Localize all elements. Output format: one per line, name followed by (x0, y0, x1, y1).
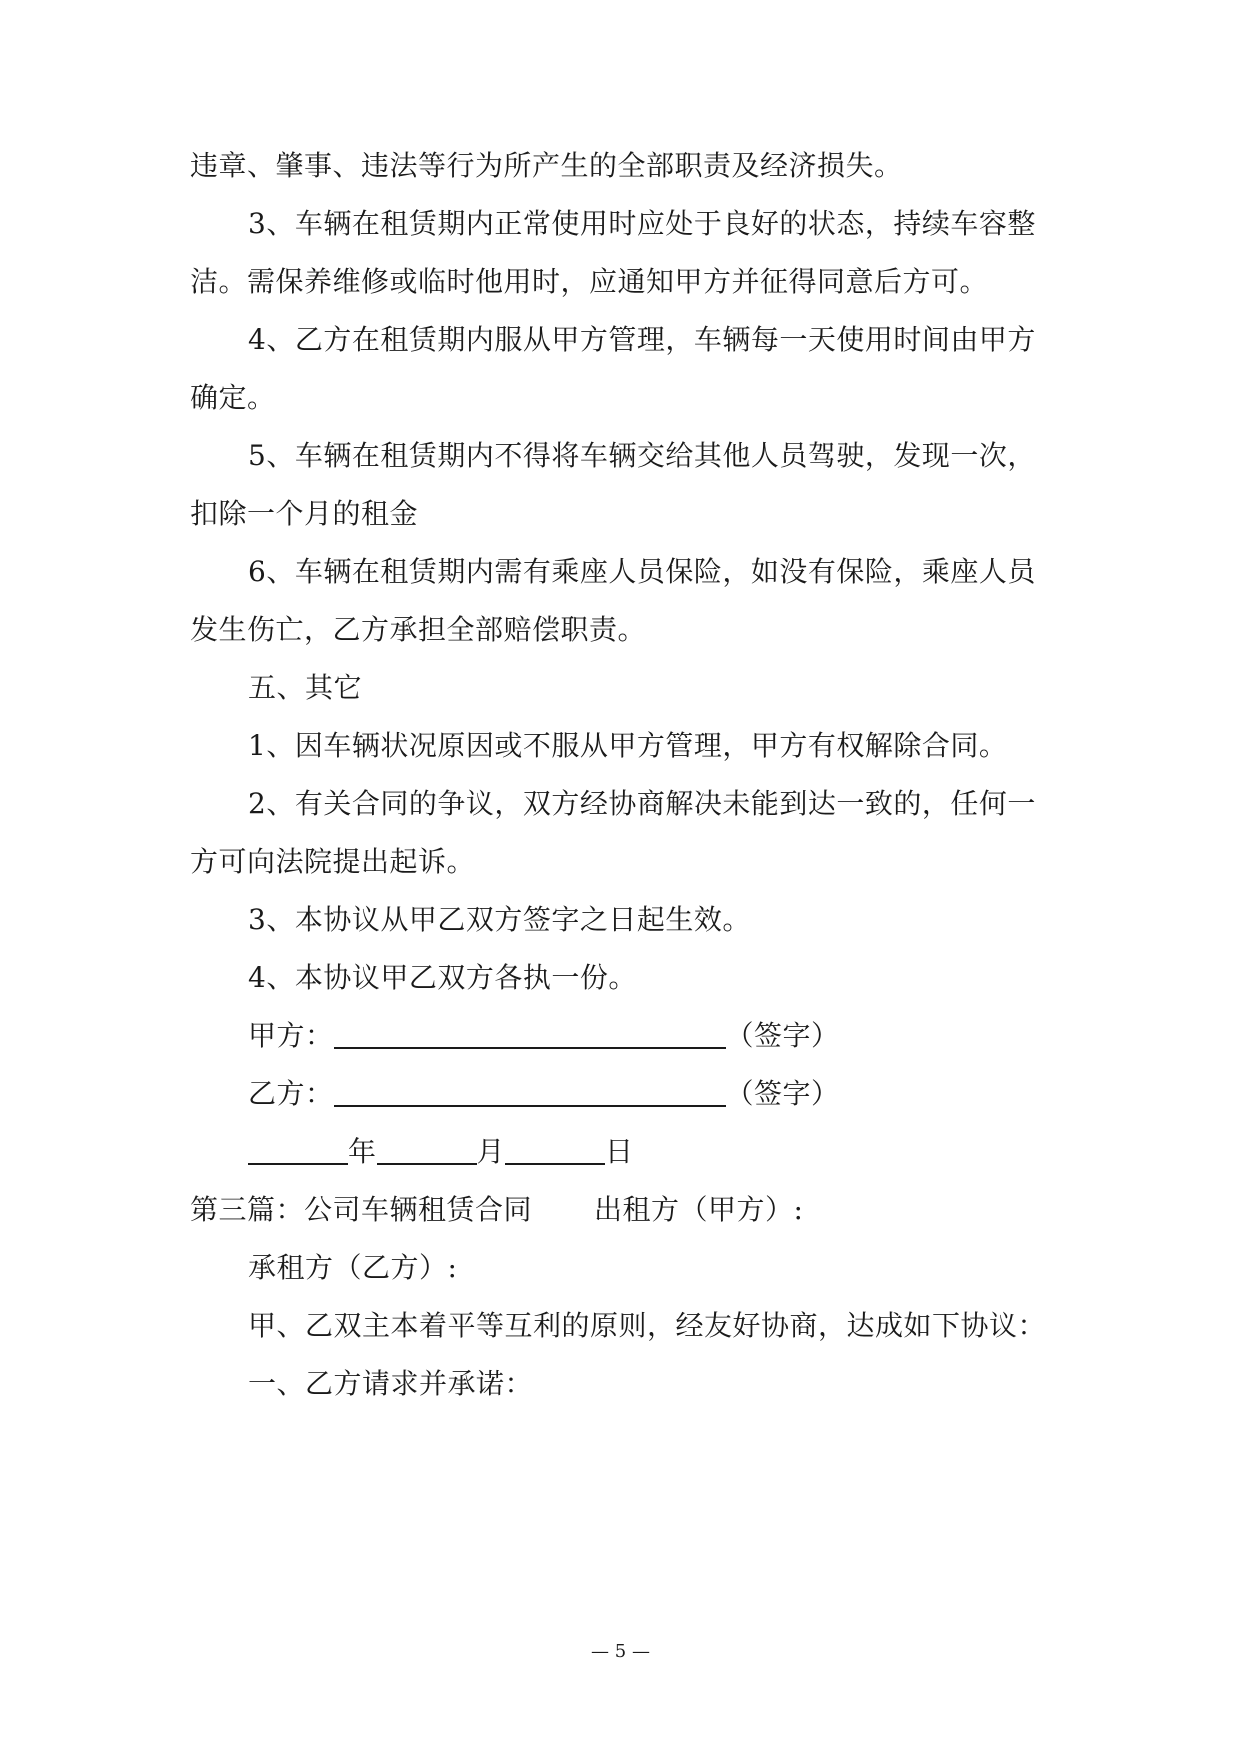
paragraph-line: 3、本协议从甲乙双方签字之日起生效。 (248, 903, 751, 936)
section3-heading-line (190, 1190, 803, 1230)
paragraph-line: 确定。 (190, 381, 276, 414)
lessee-label: 承租方（乙方）: (248, 1251, 458, 1284)
party-b-label: 乙方： (248, 1077, 334, 1110)
party-b-signature-blank[interactable] (334, 1075, 726, 1107)
month-blank[interactable] (377, 1133, 477, 1165)
clause-heading: 一、乙方请求并承诺： (248, 1367, 534, 1400)
section3-title: 第三篇：公司车辆租赁合同 (190, 1193, 533, 1226)
lessor-label: 出租方（甲方）: (594, 1193, 804, 1226)
party-a-signature-line (248, 1016, 840, 1056)
paragraph-line: 洁。需保养维修或临时他用时，应通知甲方并征得同意后方可。 (190, 265, 989, 298)
party-b-sign-note: （签字） (725, 1077, 840, 1110)
year-blank[interactable] (248, 1133, 348, 1165)
paragraph-line: 1、因车辆状况原因或不服从甲方管理，甲方有权解除合同。 (248, 729, 1008, 762)
intro-paragraph: 甲、乙双主本着平等互利的原则，经友好协商，达成如下协议： (248, 1309, 1047, 1342)
paragraph-line: 违章、肇事、违法等行为所产生的全部职责及经济损失。 (190, 149, 903, 182)
paragraph-line: 2、有关合同的争议，双方经协商解决未能到达一致的，任何一 (248, 787, 1036, 820)
day-label: 日 (605, 1135, 634, 1168)
paragraph-line: 5、车辆在租赁期内不得将车辆交给其他人员驾驶，发现一次， (248, 439, 1036, 472)
party-a-signature-blank[interactable] (334, 1017, 726, 1049)
paragraph-line: 方可向法院提出起诉。 (190, 845, 476, 878)
party-b-signature-line (248, 1074, 840, 1114)
paragraph-line: 3、车辆在租赁期内正常使用时应处于良好的状态，持续车容整 (248, 207, 1036, 240)
paragraph-line: 6、车辆在租赁期内需有乘座人员保险，如没有保险，乘座人员 (248, 555, 1036, 588)
page-number: — 5 — (591, 1641, 650, 1662)
paragraph-line: 4、本协议甲乙双方各执一份。 (248, 961, 637, 994)
date-line (248, 1132, 634, 1172)
party-a-label: 甲方： (248, 1019, 334, 1052)
paragraph-line: 发生伤亡，乙方承担全部赔偿职责。 (190, 613, 647, 646)
party-a-sign-note: （签字） (725, 1019, 840, 1052)
year-label: 年 (348, 1135, 377, 1168)
paragraph-line: 扣除一个月的租金 (190, 497, 419, 530)
day-blank[interactable] (505, 1133, 605, 1165)
month-label: 月 (476, 1135, 506, 1168)
section-heading: 五、其它 (248, 671, 363, 704)
paragraph-line: 4、乙方在租赁期内服从甲方管理，车辆每一天使用时间由甲方 (248, 323, 1036, 356)
